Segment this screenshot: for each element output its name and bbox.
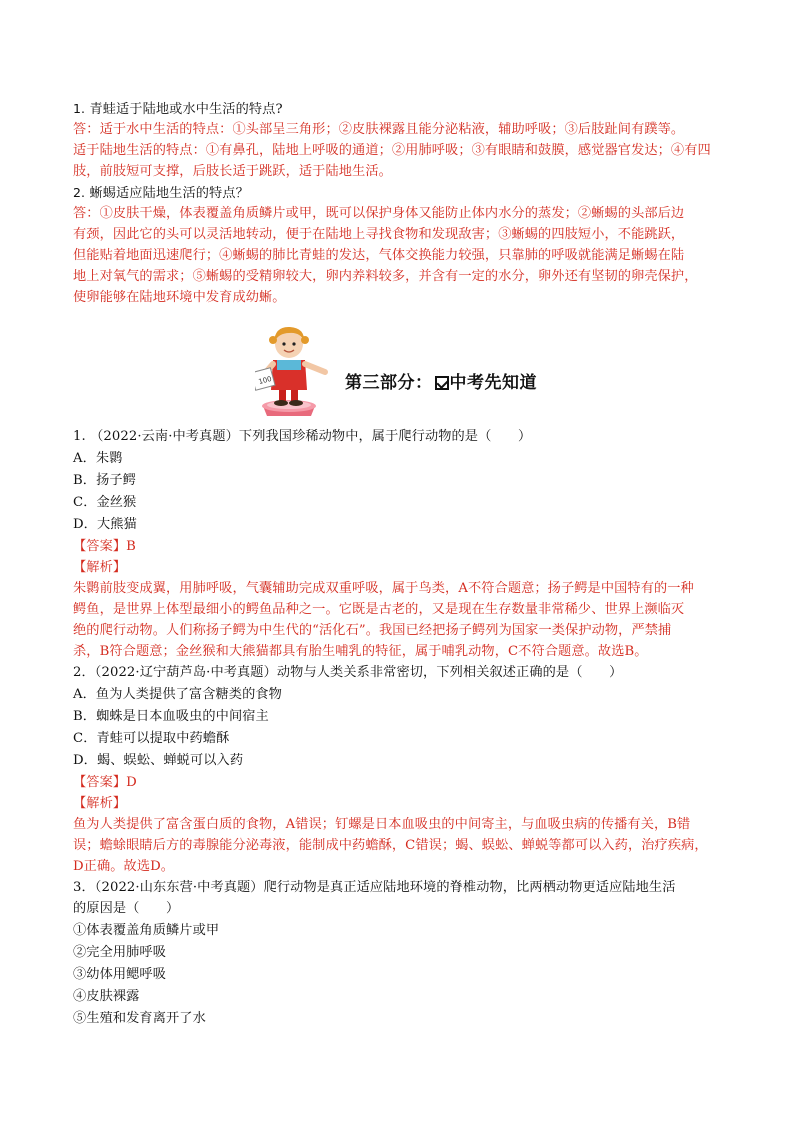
exam-question-2-option: D．蝎、蜈蚣、蝉蜕可以入药 <box>73 753 244 768</box>
review-question-2-number: 2. <box>73 185 86 200</box>
exam-question-2-option: B．蜘蛛是日本血吸虫的中间宿主 <box>73 709 269 724</box>
exam-question-2-analysis-line: 误；蟾蜍眼睛后方的毒腺能分泌毒液，能制成中药蟾酥，C错误；蝎、蜈蚣、蝉蜕等都可以入药，治疗疾病， <box>73 838 708 853</box>
exam-question-1-analysis-label: 【解析】 <box>73 560 127 575</box>
review-answer-1-line: 肢，前肢短可支撑，后肢长适于跳跃，适于陆地生活。 <box>73 164 392 179</box>
exam-question-2-option: C．青蛙可以提取中药蟾酥 <box>73 731 230 746</box>
exam-question-1-analysis-line: 朱鹮前肢变成翼，用肺呼吸，气囊辅助完成双重呼吸，属于鸟类，A不符合题意；扬子鳄是中国特有的一种 <box>73 581 694 596</box>
review-answer-2-line: 使卵能够在陆地环境中发育成幼蜥。 <box>73 290 286 305</box>
review-answer-1-line: 答：适于水中生活的特点：①头部呈三角形；②皮肤裸露且能分泌粘液，辅助呼吸；③后肢趾间有蹼等。 <box>73 122 685 137</box>
exam-question-1-option: C．金丝猴 <box>73 495 137 510</box>
exam-question-3-stem-line: 3．（2022·山东东营·中考真题）爬行动物是真正适应陆地环境的脊椎动物，比两栖动物更适应陆地生活 <box>73 880 676 895</box>
review-answer-2-line: 有颈，因此它的头可以灵活地转动，便于在陆地上寻找食物和发现敌害；③蜥蜴的四肢短小，不能跳跃， <box>73 227 685 242</box>
exam-question-2-analysis-line: D正确。故选D。 <box>73 859 175 874</box>
exam-question-1-option: B．扬子鳄 <box>73 473 136 488</box>
exam-question-2-analysis-line: 鱼为人类提供了富含蛋白质的食物，A错误；钉螺是日本血吸虫的中间寄主，与血吸虫病的传播有关，B错 <box>73 817 691 832</box>
exam-question-2-option: A．鱼为人类提供了富含糖类的食物 <box>73 687 282 702</box>
checkbox-icon <box>435 376 449 390</box>
section-title-suffix: 中考先知道 <box>449 373 537 393</box>
review-question-2 <box>73 182 249 204</box>
section-title <box>345 368 537 393</box>
review-answer-2-line: 答：①皮肤干燥，体表覆盖角质鳞片或甲，既可以保护身体又能防止体内水分的蒸发；②蜥蜴的头部后边 <box>73 206 685 221</box>
exam-question-1-analysis-line: 鳄鱼，是世界上体型最细小的鳄鱼品种之一。它既是古老的，又是现在生存数量非常稀少、世界上濒临灭 <box>73 602 685 617</box>
exam-question-1-analysis-line: 杀，B符合题意；金丝猴和大熊猫都具有胎生哺乳的特征，属于哺乳动物，C不符合题意。故选B。 <box>73 644 648 659</box>
exam-question-1-answer: 【答案】B <box>73 539 136 554</box>
exam-question-3-option: ③幼体用鳃呼吸 <box>73 967 167 982</box>
section-title-prefix: 第三部分： <box>345 373 433 393</box>
exam-question-2-stem: 2．（2022·辽宁葫芦岛·中考真题）动物与人类关系非常密切，下列相关叙述正确的是（ ） <box>73 665 623 680</box>
review-question-1 <box>73 98 283 120</box>
review-answer-1-line: 适于陆地生活的特点：①有鼻孔，陆地上呼吸的通道；②用肺呼吸；③有眼睛和鼓膜，感觉器官发达；④有四 <box>73 143 711 158</box>
exam-question-3-option: ④皮肤裸露 <box>73 989 140 1004</box>
exam-question-3-option: ②完全用肺呼吸 <box>73 945 167 960</box>
review-question-1-number: 1. <box>73 101 86 116</box>
exam-question-3-option: ①体表覆盖角质鳞片或甲 <box>73 923 220 938</box>
exam-question-1-stem: 1. （2022·云南·中考真题）下列我国珍稀动物中，属于爬行动物的是（ ） <box>73 429 532 444</box>
review-answer-2-line: 地上对氧气的需求；⑤蜥蜴的受精卵较大，卵内养料较多，并含有一定的水分，卵外还有坚韧的卵壳保护， <box>73 269 698 284</box>
exam-question-2-answer: 【答案】D <box>73 775 137 790</box>
review-question-1-text: 青蛙适于陆地或水中生活的特点? <box>89 102 283 117</box>
exam-question-3-option: ⑤生殖和发育离开了水 <box>73 1011 206 1026</box>
review-question-2-text: 蜥蜴适应陆地生活的特点？ <box>89 186 249 201</box>
exam-question-1-option: A．朱鹮 <box>73 451 123 466</box>
exam-question-1-option: D．大熊猫 <box>73 517 137 532</box>
svg-text:100: 100 <box>257 374 273 387</box>
exam-question-3-stem-line: 的原因是（ ） <box>73 901 180 916</box>
exam-question-2-analysis-label: 【解析】 <box>73 796 127 811</box>
review-answer-2-line: 但能贴着地面迅速爬行；④蜥蜴的肺比青蛙的发达，气体交换能力较强，只靠肺的呼吸就能满足蜥蜴在陆 <box>73 248 685 263</box>
exam-question-1-analysis-line: 绝的爬行动物。人们称扬子鳄为中生代的“活化石”。我国已经把扬子鳄列为国家一类保护动物，严禁捕 <box>73 623 672 638</box>
